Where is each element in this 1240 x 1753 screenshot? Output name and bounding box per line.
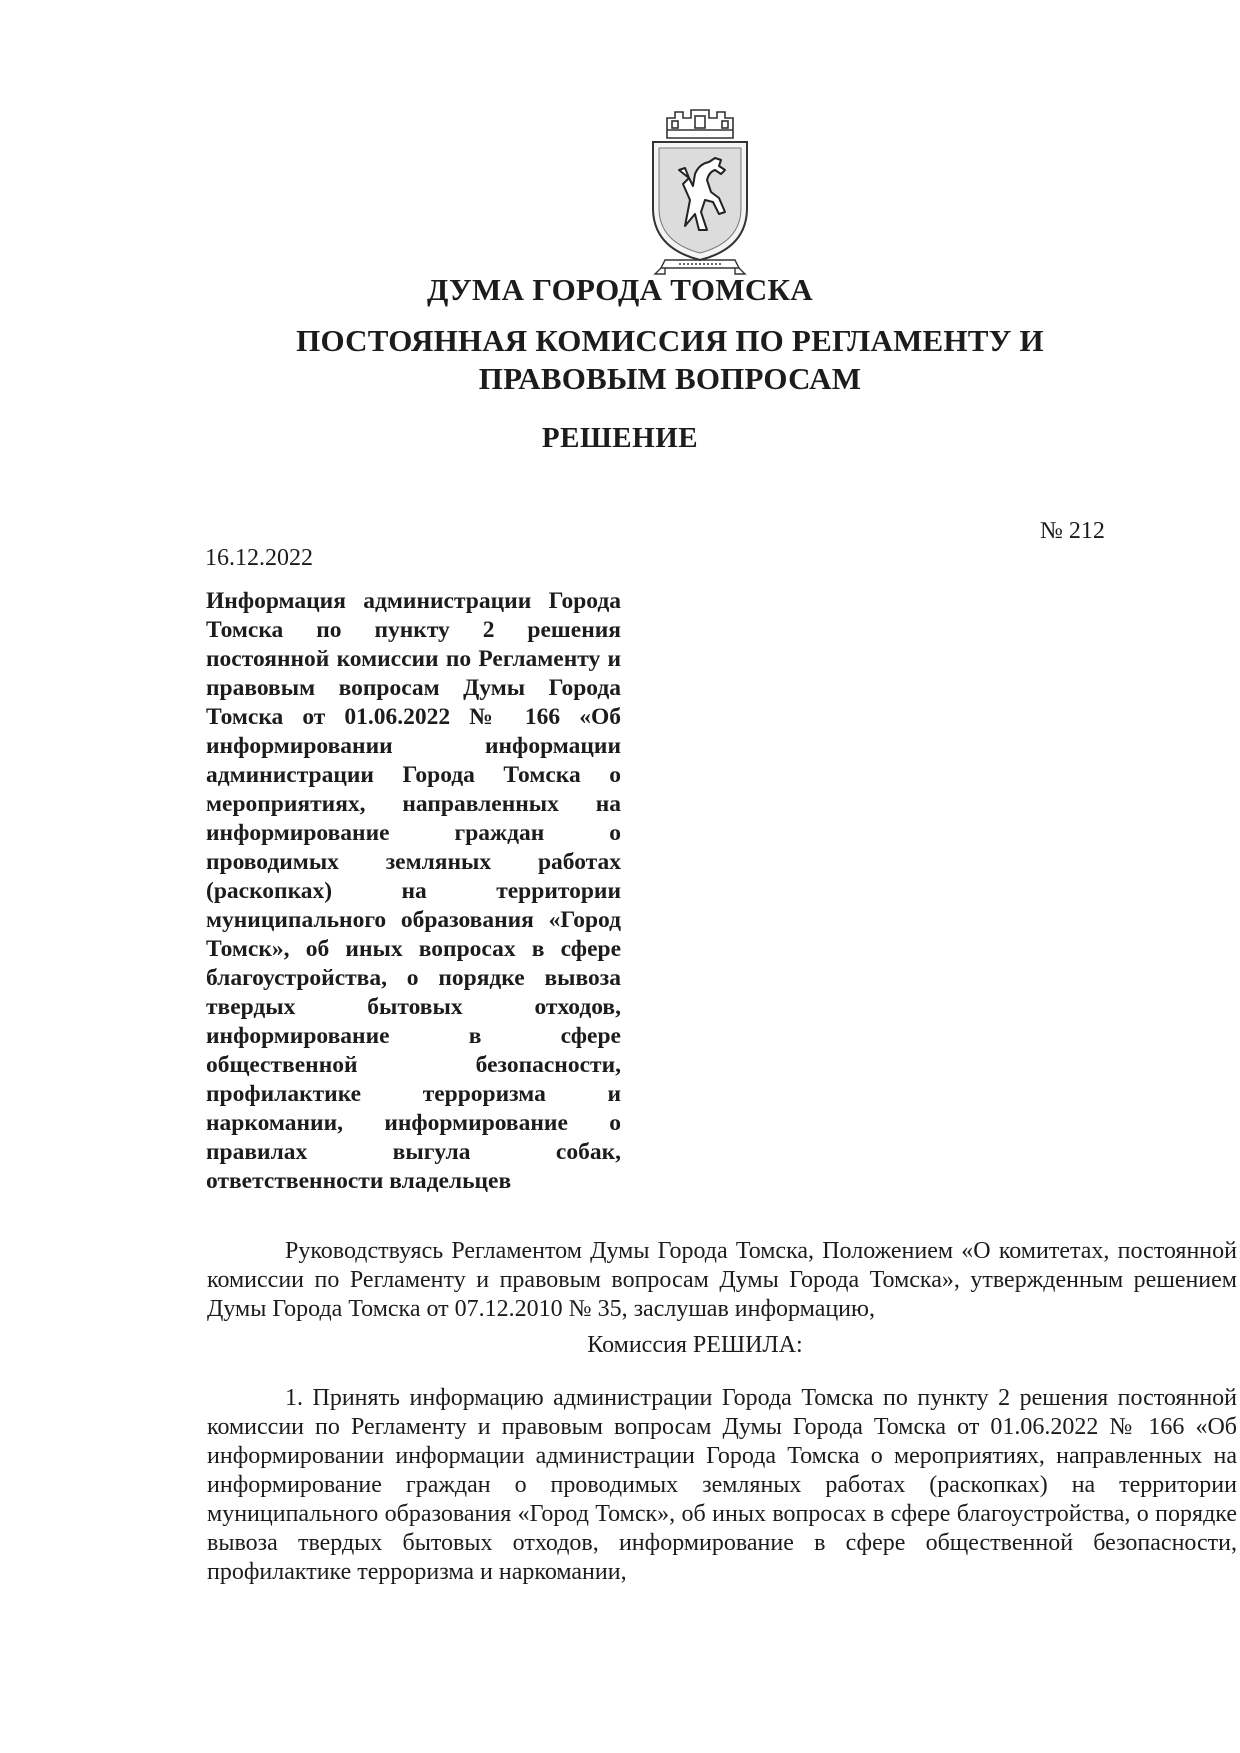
organization-title: ДУМА ГОРОДА ТОМСКА	[427, 272, 813, 307]
document-type-heading: РЕШЕНИЕ	[541, 422, 699, 454]
tomsk-coat-of-arms-icon	[645, 108, 755, 280]
decision-section	[207, 1384, 1237, 1587]
commission-title: ПОСТОЯННАЯ КОМИССИЯ ПО РЕГЛАМЕНТУ И ПРАВОВЫМ ВОПРОСАМ	[296, 323, 1044, 396]
document-number: № 212	[1040, 518, 1105, 544]
preamble-section	[207, 1237, 1237, 1324]
preamble-paragraph: Руководствуясь Регламентом Думы Города Томска, Положением «О комитетах, постоянной комиссии по Регламенту и правовым вопросам Думы Города Томска», утвержденным решением Думы Города Томска от 07.12.2010 № 35, заслушав информацию,	[207, 1238, 1237, 1322]
resolved-heading: Комиссия РЕШИЛА:	[587, 1332, 803, 1358]
document-date: 16.12.2022	[205, 545, 313, 571]
decision-item-1: 1. Принять информацию администрации Города Томска по пункту 2 решения постоянной комиссии по Регламенту и правовым вопросам Думы Города Томска от 01.06.2022 № 166 «Об информировании информации администрации Города Томска о мероприятиях, направленных на информирование граждан о проводимых земляных работах (раскопках) на территории муниципального образования «Город Томск», об иных вопросах в сфере благоустройства, о порядке вывоза твердых бытовых отходов, информирование в сфере общественной безопасности, профилактике терроризма и наркомании,	[207, 1385, 1237, 1585]
document-subject: Информация администрации Города Томска по пункту 2 решения постоянной комиссии по Регламенту и правовым вопросам Думы Города Томска от 01.06.2022 № 166 «Об информировании информации администрации Города Томска о мероприятиях, направленных на информирование граждан о проводимых земляных работах (раскопках) на территории муниципального образования «Город Томск», об иных вопросах в сфере благоустройства, о порядке вывоза твердых бытовых отходов, информирование в сфере общественной безопасности, профилактике терроризма и наркомании, информирование о правилах выгула собак, ответственности владельцев	[206, 588, 621, 1194]
